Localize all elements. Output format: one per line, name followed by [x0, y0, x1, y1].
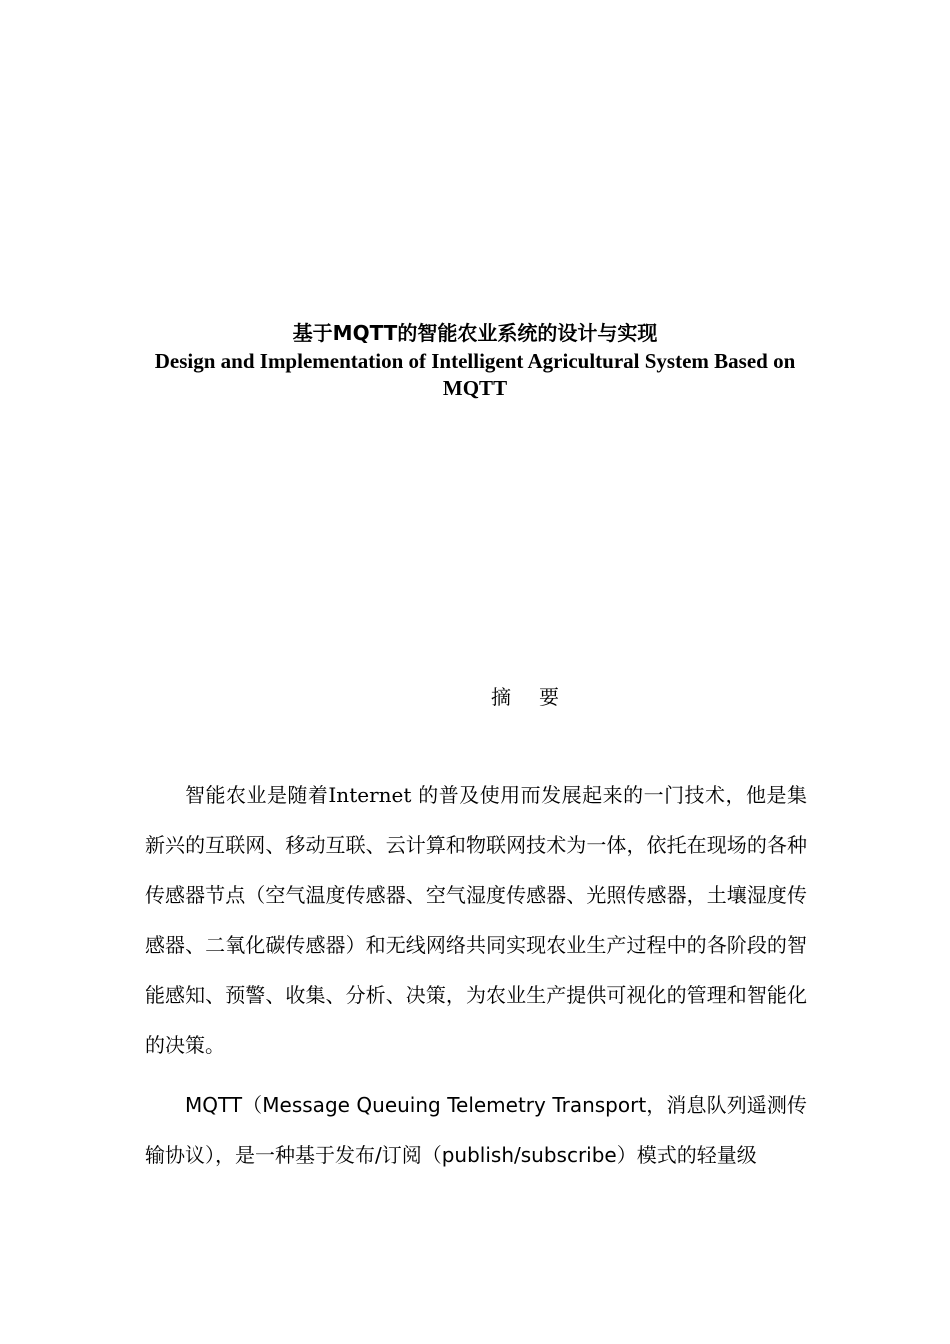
abstract-heading-char-1: 摘 — [491, 685, 511, 709]
title-english: Design and Implementation of Intelligent Agricultural System Based on MQTT — [154, 349, 796, 400]
title-block — [140, 318, 810, 402]
abstract-heading — [0, 682, 950, 712]
abstract-paragraph-2: MQTT（Message Queuing Telemetry Transport，消息队列遥测传输协议），是一种基于发布/订阅（publish/subscribe）模式的轻量级 — [145, 1093, 807, 1167]
abstract-heading-char-2: 要 — [539, 685, 559, 709]
abstract-body — [145, 770, 807, 1180]
title-chinese: 基于MQTT的智能农业系统的设计与实现 — [292, 321, 658, 345]
abstract-paragraph-1: 智能农业是随着Internet 的普及使用而发展起来的一门技术，他是集新兴的互联网、移动互联、云计算和物联网技术为一体，依托在现场的各种传感器节点（空气温度传感器、空气湿度传感器、光照传感器，土壤湿度传感器、二氧化碳传感器）和无线网络共同实现农业生产过程中的各阶段的智能感知、预警、收集、分析、决策，为农业生产提供可视化的管理和智能化的决策。 — [145, 783, 807, 1057]
